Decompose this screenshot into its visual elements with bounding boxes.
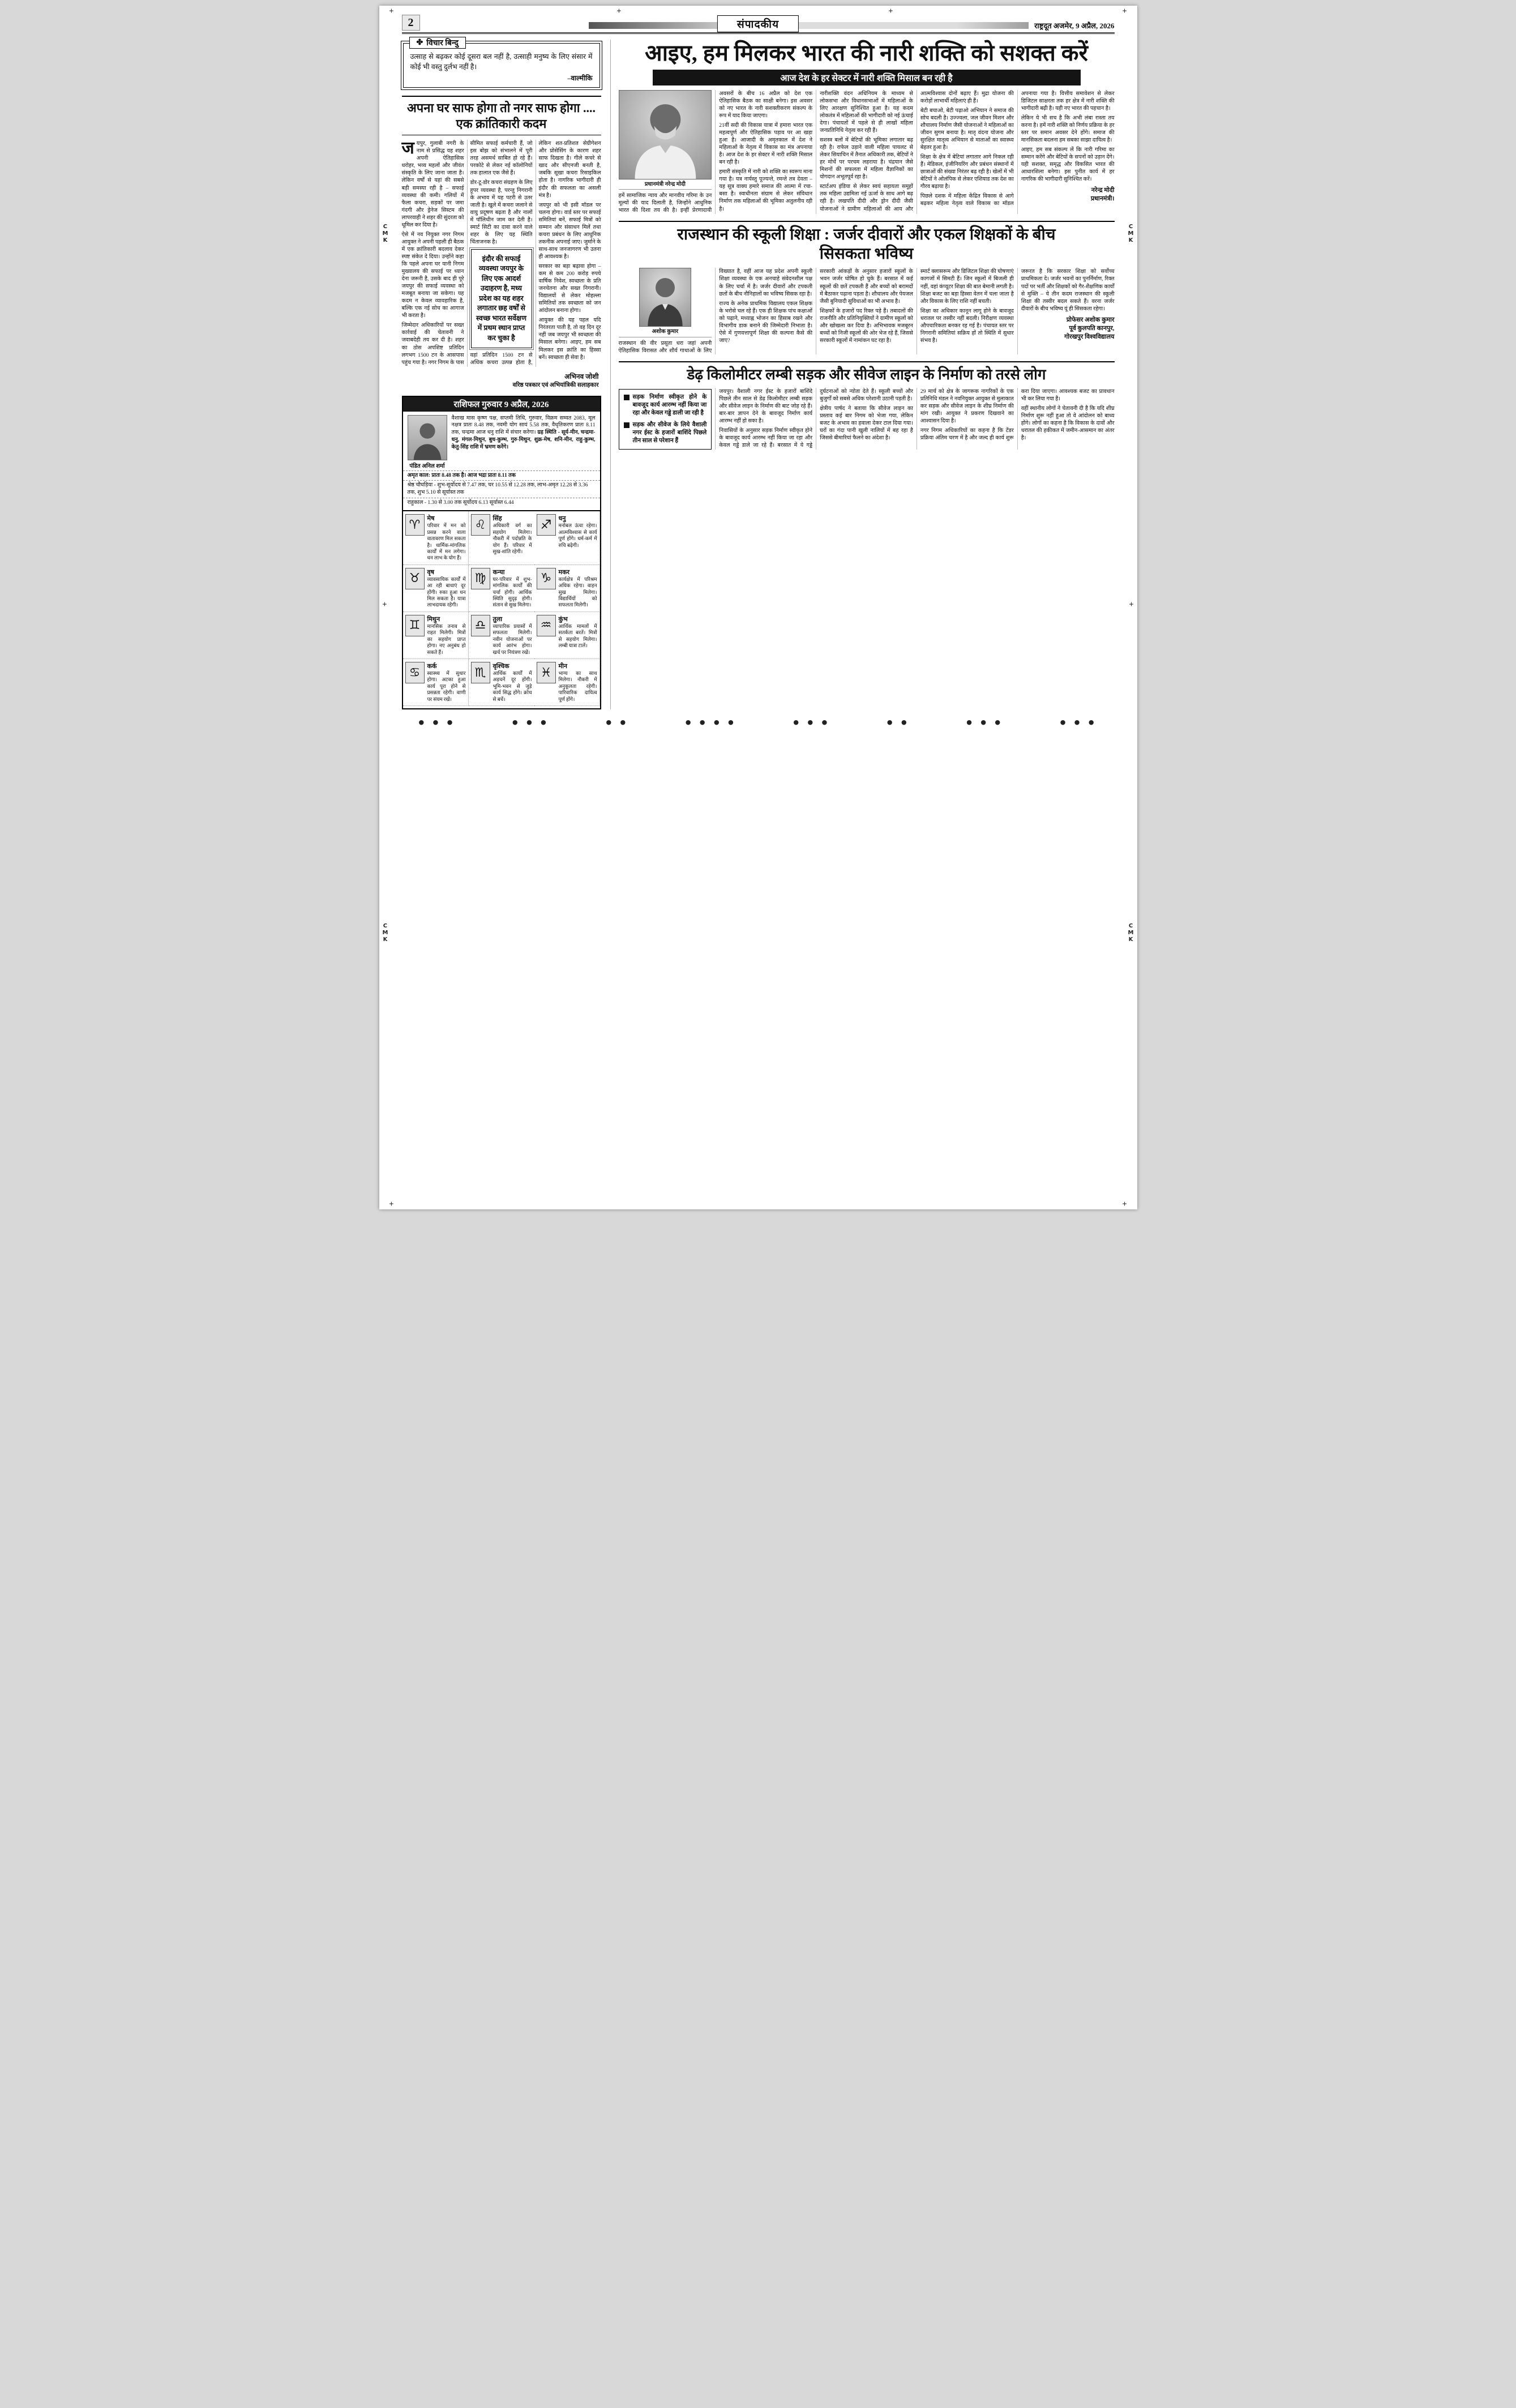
main-headline: आइए, हम मिलकर भारत की नारी शक्ति को सशक्त करें: [645, 40, 1088, 66]
masthead: [402, 15, 1115, 34]
dot-group: ● ● ●: [418, 718, 456, 726]
left-article-body: [402, 140, 601, 366]
zodiac-prediction: आर्थिक कार्यों में अड़चनें दूर होंगी। भूमि-भवन से जुड़े कार्य सिद्ध होंगे। क्रोध से बचें।: [493, 670, 532, 702]
zodiac-cell: [403, 659, 469, 706]
byline-name: अभिनव जोशी: [564, 372, 599, 380]
main-column: [610, 40, 1115, 709]
zodiac-prediction: अधिकारी वर्ग का सहयोग मिलेगा। नौकरी में पदोन्नति के योग हैं। परिवार में सुख-शांति रहेगी।: [493, 523, 532, 554]
zodiac-sign-icon: ♋: [405, 662, 425, 683]
article-paragraph: जयपुर, गुलाबी नगरी के नाम से प्रसिद्ध यह शहर अपनी ऐतिहासिक धरोहर, भव्य महलों और जीवंत संस्कृति के लिए जाना जाता है। लेकिन वर्षों से यहां की सबसे बड़ी समस्या रही है – सफाई व्यवस्था की कमी। गलियों में फैला कचरा, सड़कों पर जमा गंदगी और ड्रेनेज सिस्टम की लापरवाही ने शहर की सुंदरता को धूमिल कर दिया है।: [401, 139, 464, 228]
road-article-headline: डेढ़ किलोमीटर लम्बी सड़क और सीवेज लाइन के निर्माण को तरसे लोग: [687, 366, 1046, 383]
astrologer-photo: [408, 415, 447, 460]
zodiac-prediction: परिवार में मन को प्रसन्न करने वाला वातावरण मिल सकता है। धार्मिक-मांगलिक कार्यों में मन लगेगा। धन लाभ के योग हैं।: [427, 523, 466, 561]
grah-sthiti: ग्रह स्थिति - सूर्य-मीन, चन्द्रमा-धनु, मंगल-मिथुन, बुध-कुम्भ, गुरु-मिथुन, शुक्र-मेष, शनि-मीन, राहु-कुम्भ, केतु-सिंह राशि में भ्रमण करेंगे।: [451, 429, 596, 451]
signature-role: गोरखपुर विश्वविद्यालय: [1064, 333, 1115, 340]
panchang-text: वैशाख मास कृष्ण पक्ष, सप्तमी तिथि, गुरुवार, विक्रम सम्वत 2083, मूल नक्षत्र प्रातः 8.48 तक, नवमी योग सायं 5.58 तक, वैधृतिकरण प्रातः 8.11 तक, चन्द्रमा आज धनु राशि में संचार करेगा। ग्रह स्थिति - सूर्य-मीन, चन्द्रमा-धनु, मंगल-मिथुन, बुध-कुम्भ, गुरु-मिथुन, शुक्र-मेष, शनि-मीन, राहु-कुम्भ, केतु-सिंह राशि में भ्रमण करेंगे।: [451, 414, 596, 451]
article-paragraph: डोर-टू-डोर कचरा संग्रहण के लिए हूपर व्यवस्था है, परन्तु निगरानी के अभाव में यह पटरी से उतर जाती है। खुले में कचरा जलाने से वायु प्रदूषण बढ़ता है और नालों में पॉलिथीन जाम कर देती है। स्मार्ट सिटी का दावा करने वाले शहर के लिए यह स्थिति चिंताजनक है।: [470, 179, 533, 245]
article-paragraph: स्मार्ट क्लासरूम और डिजिटल शिक्षा की घोषणाएं कागजों में सिमटी हैं। जिन स्कूलों में बिजली ही नहीं, वहां कंप्यूटर शिक्षा की बात बेमानी लगती है। शिक्षा बजट का बड़ा हिस्सा वेतन में चला जाता है और विकास के लिए राशि नहीं बचती।: [920, 268, 1014, 305]
zodiac-sign-name: कन्या: [493, 568, 505, 576]
nari-shakti-article: [619, 40, 1115, 214]
signature: [1021, 316, 1115, 341]
paragraph-list: [719, 388, 1114, 450]
pm-photo-figure: [619, 90, 712, 190]
dot-group: ● ● ●: [512, 718, 550, 726]
zodiac-sign-icon: ♐: [537, 514, 556, 536]
cmk-registration-mark: C M K: [1128, 923, 1134, 943]
zodiac-cell: [469, 612, 534, 659]
crop-mark: +: [1122, 1200, 1127, 1208]
article-paragraph: नगर निगम अधिकारियों का कहना है कि टेंडर प्रक्रिया अंतिम चरण में है और जल्द ही कार्य शुरू करा दिया जाएगा। आवश्यक बजट का प्रावधान भी कर लिया गया है।: [920, 388, 1115, 442]
rahukaal-line: राहुकाल - 1.30 से 3.00 तक सूर्योदय 6.13 सूर्यास्त 6.44: [403, 498, 600, 508]
school-article-headline: राजस्थान की स्कूली शिक्षा : जर्जर दीवारों और एकल शिक्षकों के बीच सिसकता भविष्य: [677, 226, 1056, 263]
article-paragraph: जयपुर। वैशाली नगर ईस्ट के हजारों बाशिंदे पिछले तीन साल से डेढ़ किलोमीटर लम्बी सड़क और सीवेज लाइन के निर्माण की बाट जोह रहे हैं। बार-बार ज्ञापन देने के बावजूद निर्माण कार्य आरम्भ नहीं हो सका है।: [719, 388, 813, 425]
zodiac-prediction: भाग्य का साथ मिलेगा। नौकरी में अनुकूलता रहेगी। पारिवारिक दायित्व पूर्ण होंगे।: [558, 670, 597, 702]
article-paragraph: वहीं स्थानीय लोगों ने चेतावनी दी है कि यदि शीघ्र निर्माण शुरू नहीं हुआ तो वे आंदोलन को बाध्य होंगे। लोगों का कहना है कि विकास के दावों और धरातल की हकीकत में जमीन-आसमान का अंतर है।: [1021, 405, 1115, 442]
zodiac-sign-name: मीन: [558, 663, 568, 670]
zodiac-sign-name: धनु: [558, 515, 566, 523]
zodiac-prediction: मनोबल ऊंचा रहेगा। आत्मविश्वास से कार्य पूर्ण होंगे। धर्म-कर्म में रुचि बढ़ेगी।: [558, 523, 597, 548]
zodiac-sign-icon: ♈: [405, 514, 425, 536]
highlight-bullets-box: [619, 389, 712, 450]
page-content: [402, 40, 1115, 709]
horoscope-title: राशिफल गुरुवार 9 अप्रैल, 2026: [403, 397, 600, 412]
vichar-bindu-header: [409, 37, 466, 49]
zodiac-sign-icon: ♒: [537, 615, 556, 636]
section-title: संपादकीय: [717, 15, 799, 32]
portrait-silhouette-icon: [408, 416, 447, 460]
pull-quote: इंदौर की सफाई व्यवस्था जयपुर के लिए एक आदर्श उदाहरण है, मध्य प्रदेश का यह शहर लगातार छह वर्षों से स्वच्छ भारत सर्वेक्षण में प्रथम स्थान प्राप्त कर चुका है: [471, 249, 532, 349]
article-paragraph: लेकिन ये भी सच है कि अभी लंबा रास्ता तय करना है। हमें नारी शक्ति को निर्णय प्रक्रिया के हर स्तर पर समान अवसर देने होंगे। समाज की मानसिकता बदलना हम सबका साझा दायित्व है।: [1021, 114, 1115, 144]
article-paragraph: 29 मार्च को क्षेत्र के जागरूक नागरिकों के एक प्रतिनिधि मंडल ने नवनियुक्त आयुक्त से मुलाकात कर सड़क और सीवेज लाइन के शीघ्र निर्माण की मांग रखी। आयुक्त ने प्रकरण दिखवाने का आश्वासन दिया है।: [920, 388, 1014, 425]
cmk-registration-mark: C M K: [382, 923, 388, 943]
zodiac-sign-icon: ♌: [471, 514, 490, 536]
zodiac-sign-name: मकर: [558, 568, 570, 576]
article-paragraph: ऐसे में नव नियुक्त नगर निगम आयुक्त ने अपनी पहली ही बैठक में एक क्रांतिकारी बदलाव देकर स्पष्ट संकेत दे दिया। उन्होंने कहा कि पहले अपना घर यानी निगम मुख्यालय की सफाई पर ध्यान देना जरूरी है, उसके बाद ही पूरे जयपुर की सफाई व्यवस्था को मजबूत बनाया जा सकेगा। यह कदम न केवल व्यावहारिक है, बल्कि एक नई सोच का आगाज भी करता है।: [401, 231, 464, 319]
crop-mark: +: [888, 7, 893, 15]
article-paragraph: शिक्षकों के हजारों पद रिक्त पड़े हैं। तबादलों की राजनीति और प्रतिनियुक्तियों ने ग्रामीण स्कूलों को और खोखला कर दिया है। अभिभावक मजबूरन बच्चों को निजी स्कूलों की ओर भेज रहे हैं, जिससे सरकारी स्कूलों में नामांकन घट रहा है।: [820, 307, 913, 344]
bullet-text: सड़क और सीवेज के लिये वैशाली नगर ईस्ट के हजारों बाशिंदे पिछले तीन साल से परेशान हैं: [632, 421, 707, 444]
highlight-bullet: [624, 394, 707, 418]
article-paragraph: सशस्त्र बलों में बेटियों की भूमिका लगातार बढ़ रही है। राफेल उड़ाने वाली महिला पायलट से लेकर सियाचिन में तैनात अधिकारी तक, बेटियों ने हर मोर्चे पर परचम लहराया है। चंद्रयान जैसे मिशनों की सफलता में महिला वैज्ञानिकों का योगदान अभूतपूर्व रहा है।: [820, 137, 913, 181]
main-subtitle-bar: आज देश के हर सेक्टर में नारी शक्ति मिसाल बन रही है: [653, 70, 1081, 85]
dot-group: ● ● ●: [793, 718, 831, 726]
article-paragraph: हमें सामाजिक न्याय और मानवीय गरिमा के उन मूल्यों की याद दिलाती है, जिन्होंने आधुनिक भारत की दिशा तय की है। इन्हीं प्रेरणादायी अवसरों के बीच 16 अप्रैल को देश एक ऐतिहासिक बैठक का साक्षी बनेगा। इस अवसर को नए भारत के नारी सशक्तीकरण संकल्प के रूप में याद किया जाएगा।: [618, 90, 813, 214]
zodiac-sign-name: कर्क: [427, 663, 437, 670]
article-paragraph: सरकारी आंकड़ों के अनुसार हजारों स्कूलों के भवन जर्जर घोषित हो चुके हैं। बरसात में कई स्कूलों की छतें टपकती हैं और बच्चों को बरामदों में बैठाकर पढ़ाना पड़ता है। शौचालय और पेयजल जैसी बुनियादी सुविधाओं का भी अभाव है।: [820, 268, 913, 305]
crop-mark: +: [389, 1200, 394, 1208]
zodiac-sign-name: वृष: [427, 568, 434, 576]
astrologer: [408, 415, 447, 469]
author-photo-caption: अशोक कुमार: [619, 327, 712, 337]
main-article-body: [619, 90, 1115, 214]
pm-photo-caption: प्रधानमंत्री नरेन्द्र मोदी: [619, 179, 712, 190]
crop-mark: +: [382, 600, 387, 609]
crop-mark: +: [389, 7, 394, 15]
highlight-bullet: [624, 421, 707, 446]
zodiac-sign-name: मिथुन: [427, 615, 440, 623]
cmk-registration-mark: C M K: [1128, 224, 1134, 243]
article-paragraph: आयुक्त की यह पहल यदि निरंतरता पाती है, तो वह दिन दूर नहीं जब जयपुर भी स्वच्छता की मिसाल बनेगा। आइए, हम सब मिलकर इस क्रांति का हिस्सा बनें। स्वच्छता ही सेवा है।: [538, 317, 601, 361]
bullet-square-icon: [624, 395, 629, 400]
newspaper-page: [379, 6, 1137, 1209]
zodiac-sign-name: मेष: [427, 515, 435, 523]
zodiac-grid: [403, 510, 600, 706]
zodiac-cell: [469, 659, 534, 706]
zodiac-sign-name: कुंभ: [558, 615, 568, 623]
school-article-body: [619, 268, 1115, 354]
zodiac-prediction: व्यापारिक प्रयासों में सफलता मिलेगी। नवीन योजनाओं पर कार्य आरंभ होगा। खर्च पर नियंत्रण रखें।: [493, 623, 532, 655]
left-article-byline: [404, 371, 599, 389]
article-paragraph: निवासियों के अनुसार सड़क निर्माण स्वीकृत होने के बावजूद कार्य आरम्भ नहीं किया जा रहा और केवल गड्डे डाले जा रहे हैं। बरसात में ये गड्डे दुर्घटनाओं को न्योता देते हैं। स्कूली बच्चों और बुजुर्गों को सबसे अधिक परेशानी उठानी पड़ती है।: [719, 388, 913, 449]
ashok-kumar-photo: [639, 268, 691, 327]
zodiac-prediction: मानसिक तनाव से राहत मिलेगी। मित्रों का सहयोग प्राप्त होगा। नए अनुबंध हो सकते हैं।: [427, 623, 466, 655]
crop-mark: +: [616, 7, 622, 15]
quote-text: उत्साह से बढ़कर कोई दूसरा बल नहीं है, उत्साही मनुष्य के लिए संसार में कोई भी वस्तु दुर्लभ नहीं है।: [410, 53, 593, 71]
zodiac-prediction: घर-परिवार में शुभ-मांगलिक कार्यों की चर्चा होगी। आर्थिक स्थिति सुदृढ़ होगी। संतान से सुख मिलेगा।: [493, 576, 532, 608]
zodiac-sign-icon: ♉: [405, 568, 425, 589]
article-paragraph: जिम्मेदार अधिकारियों पर सख्त कार्रवाई की चेतावनी ने जवाबदेही तय कर दी है। शहर का ठोस अपशिष्ट प्रतिदिन लगभग 1500 टन के आसपास पहुंच गया है। नगर निगम के पास सीमित सफाई कर्मचारी हैं, जो इस बोझ को संभालने में पूरी तरह असमर्थ साबित हो रहे हैं। परकोटे से लेकर नई कॉलोनियों तक हालात एक जैसे हैं।: [401, 140, 533, 366]
zodiac-cell: [469, 511, 534, 565]
article-paragraph: पिछले दशक में महिला केंद्रित विकास से आगे बढ़कर महिला नेतृत्व वाले विकास का मॉडल अपनाया गया है। वित्तीय समावेशन से लेकर डिजिटल साक्षरता तक हर क्षेत्र में नारी शक्ति की भागीदारी बढ़ी है। यही नए भारत की पहचान है।: [920, 90, 1115, 207]
portrait-silhouette-icon: [640, 268, 691, 326]
zodiac-cell: [469, 565, 534, 612]
dot-group: ● ●: [887, 718, 910, 726]
horoscope-top: [403, 412, 600, 471]
zodiac-cell: [534, 612, 600, 659]
zodiac-sign-icon: ♍: [471, 568, 490, 589]
zodiac-sign-icon: ♓: [537, 662, 556, 683]
article-paragraph: स्टार्टअप इंडिया से लेकर स्वयं सहायता समूहों तक महिला उद्यमिता नई ऊर्जा के साथ आगे बढ़ रही है। लखपति दीदी और ड्रोन दीदी जैसी योजनाओं ने ग्रामीण महिलाओं की आय और आत्मविश्वास दोनों बढ़ाए हैं। मुद्रा योजना की करोड़ों लाभार्थी महिलाएं ही हैं।: [820, 90, 1014, 212]
zodiac-cell: [403, 612, 469, 659]
zodiac-sign-name: वृश्चिक: [493, 663, 509, 670]
zodiac-prediction: आर्थिक मामलों में सतर्कता बरतें। मित्रों से सहयोग मिलेगा। लम्बी यात्रा टालें।: [558, 623, 597, 649]
bullet-text: सड़क निर्माण स्वीकृत होने के बावजूद कार्य आरम्भ नहीं किया जा रहा और केवल गड्डे डाली जा रही है: [632, 394, 707, 417]
byline-role: वरिष्ठ पत्रकार एवं अभियांत्रिकी सलाहकार: [512, 382, 599, 388]
article-paragraph: शिक्षा का अधिकार कानून लागू होने के बावजूद धरातल पर तस्वीर नहीं बदली। निरीक्षण व्यवस्था औपचारिकता बनकर रह गई है। पंचायत स्तर पर निगरानी समितियां सक्रिय हों तो स्थिति में सुधार संभव है।: [920, 307, 1014, 344]
school-education-article: [619, 221, 1115, 354]
article-paragraph: सरकार का बड़ा बढ़ावा होगा – कम से कम 200 करोड़ रुपये वार्षिक निवेश, स्वच्छता के प्रति जनचेतना और सख्त निगरानी। विद्यालयों से लेकर मोहल्ला समितियों तक स्वच्छता को जन आंदोलन बनाना होगा।: [538, 263, 601, 314]
article-paragraph: राजस्थान की वीर प्रसूता धरा जहां अपनी ऐतिहासिक विरासत और शौर्य गाथाओं के लिए विख्यात है, वहीं आज यह प्रदेश अपनी स्कूली शिक्षा व्यवस्था के एक अनचाहे संवेदनशील पक्ष के लिए चर्चा में है। जर्जर दीवारों और टपकती छतों के बीच नौनिहालों का भविष्य सिसक रहा है।: [618, 268, 813, 354]
signature-name: प्रोफेसर अशोक कुमार: [1066, 316, 1115, 323]
page-number: 2: [402, 15, 420, 31]
article-paragraph: हमारी संस्कृति में नारी को शक्ति का स्वरूप माना गया है। यत्र नार्यस्तु पूज्यन्ते, रमन्ते तत्र देवता – यह सूत्र वाक्य हमारे समाज की आत्मा में रचा-बसा है। स्वाधीनता संग्राम से लेकर संविधान निर्माण तक महिलाओं की भूमिका अतुलनीय रही है।: [719, 169, 813, 212]
quote-author: –वाल्मीकि: [567, 74, 593, 83]
article-paragraph: जरूरत है कि सरकार शिक्षा को सर्वोच्च प्राथमिकता दे। जर्जर भवनों का पुनर्निर्माण, रिक्त पदों पर भर्ती और शिक्षकों को गैर-शैक्षणिक कार्यों से मुक्ति – ये तीन कदम राजस्थान की स्कूली शिक्षा की तस्वीर बदल सकते हैं। वरना जर्जर दीवारों के बीच भविष्य यूं ही सिसकता रहेगा।: [1021, 268, 1115, 312]
left-article-headline: अपना घर साफ होगा तो नगर साफ होगा .... एक क्रांतिकारी कदम: [402, 96, 601, 135]
zodiac-prediction: कार्यक्षेत्र में परिश्रम अधिक रहेगा। वाहन सुख मिलेगा। विद्यार्थियों को सफलता मिलेगी।: [558, 576, 597, 608]
left-column: [402, 40, 601, 709]
cmk-registration-mark: C M K: [382, 224, 388, 243]
ornament-icon: ✤: [416, 39, 423, 47]
portrait-silhouette-icon: [619, 91, 712, 179]
zodiac-cell: [534, 565, 600, 612]
zodiac-prediction: व्यावसायिक कार्यों में आ रही बाधाएं दूर होंगी। रुका हुआ धन मिल सकता है। यात्रा लाभदायक रहेगी।: [427, 576, 466, 608]
zodiac-cell: [403, 565, 469, 612]
zodiac-sign-name: सिंह: [493, 515, 502, 523]
crop-mark: +: [1129, 600, 1134, 609]
article-paragraph: 21वीं सदी की विकास यात्रा में हमारा भारत एक महत्वपूर्ण और ऐतिहासिक पड़ाव पर आ खड़ा हुआ है। आजादी के अमृतकाल में देश ने महिलाओं के नेतृत्व में विकास का मंत्र अपनाया है। आज देश के हर सेक्टर में नारी शक्ति मिसाल बन रही है।: [719, 122, 813, 166]
edition-date: राष्ट्रदूत अजमेर, 9 अप्रैल, 2026: [1029, 20, 1114, 31]
article-paragraph: आइए, हम सब संकल्प लें कि नारी गरिमा का सम्मान करेंगे और बेटियों के सपनों को उड़ान देंगे। यही सशक्त, समृद्ध और विकसित भारत की आधारशिला बनेगा। इस पुनीत कार्य में हर नागरिक की भागीदारी सुनिश्चित करें।: [1021, 147, 1115, 183]
astrologer-name: पंडित अनिल शर्मा: [409, 463, 445, 469]
dot-group: ● ●: [606, 718, 629, 726]
dropcap: ज: [401, 139, 414, 158]
vichar-bindu-box: [403, 39, 600, 88]
dot-group: ● ● ● ●: [685, 718, 737, 726]
pm-modi-photo: [619, 90, 712, 179]
crop-mark: +: [1122, 7, 1127, 15]
zodiac-cell: [534, 659, 600, 706]
signature-role: पूर्व कुलपति कानपुर,: [1069, 324, 1115, 332]
road-article-body: [619, 388, 1115, 450]
amrit-kaal-line: अमृत काल: प्रातः 8.48 तक है। आज भद्रा प्रातः 8.11 तक: [403, 471, 600, 481]
author-photo-figure: [619, 268, 712, 337]
zodiac-cell: [534, 511, 600, 565]
article-paragraph: बेटी बचाओ, बेटी पढ़ाओ अभियान ने समाज की सोच बदली है। उज्ज्वला, जल जीवन मिशन और शौचालय निर्माण जैसी योजनाओं ने महिलाओं का जीवन सुगम बनाया है। मातृ वंदना योजना और सुरक्षित मातृत्व अभियान से माताओं का स्वास्थ्य बेहतर हुआ है।: [920, 107, 1014, 151]
zodiac-sign-name: तुला: [493, 615, 503, 623]
signature-role: प्रधानमंत्री।: [1090, 195, 1115, 203]
bullet-square-icon: [624, 422, 629, 428]
road-sewage-article: [619, 361, 1115, 450]
zodiac-sign-icon: ♏: [471, 662, 490, 683]
article-paragraph: वहां प्रतिदिन 1500 टन से अधिक कचरा उत्पन्न होता है, लेकिन शत-प्रतिशत सेग्रीगेशन और प्रोसेसिंग के कारण शहर साफ दिखता है। गीले कचरे से खाद और सीएनजी बनती है, जबकि सूखा कचरा रिसाइकिल होता है। नागरिक भागीदारी ही इंदौर की सफलता का असली मंत्र है।: [470, 140, 601, 366]
article-paragraph: क्षेत्रीय पार्षद ने बताया कि सीवेज लाइन का प्रस्ताव कई बार निगम को भेजा गया, लेकिन बजट के अभाव का हवाला देकर टाल दिया गया। घरों का गंदा पानी खुली नालियों में बह रहा है जिससे बीमारियां फैलने का अंदेशा है।: [820, 405, 913, 442]
article-paragraph: नारीशक्ति वंदन अधिनियम के माध्यम से लोकसभा और विधानसभाओं में महिलाओं के लिए आरक्षण सुनिश्चित हुआ है। यह कदम लोकतंत्र में महिलाओं की भागीदारी को नई ऊंचाई देगा। पंचायतों में पहले से ही लाखों महिला जनप्रतिनिधि नेतृत्व कर रही हैं।: [820, 90, 913, 134]
zodiac-prediction: स्वास्थ्य में सुधार होगा। अटका हुआ कार्य पूरा होने से प्रसन्नता रहेगी। वाणी पर संयम रखें।: [427, 670, 466, 702]
zodiac-sign-icon: ♊: [405, 615, 425, 636]
registration-dots-row: [402, 718, 1115, 726]
vichar-bindu-title: विचार बिन्दु: [426, 39, 459, 48]
zodiac-sign-icon: ♑: [537, 568, 556, 589]
horoscope-box: [402, 396, 601, 710]
zodiac-cell: [403, 511, 469, 565]
article-paragraph: राज्य के अनेक प्राथमिक विद्यालय एकल शिक्षक के भरोसे चल रहे हैं। एक ही शिक्षक पांच कक्षाओं को पढ़ाने, मध्याह्न भोजन का हिसाब रखने और विभागीय डाक बनाने की जिम्मेदारी निभाता है। ऐसे में गुणवत्तापूर्ण शिक्षा की कल्पना कैसे की जाए?: [719, 300, 813, 344]
chaughadiya-line: श्रेष्ठ चौघड़िया - शुभ-सूर्योदय से 7.47 तक, चर 10.55 से 12.28 तक, लाभ-अमृत 12.28 से 3.36 तक, शुभ 5.10 से सूर्यास्त तक: [403, 480, 600, 498]
dot-group: ● ● ●: [966, 718, 1004, 726]
signature-name: नरेन्द्र मोदी: [1091, 187, 1115, 194]
article-paragraph: शिक्षा के क्षेत्र में बेटियां लगातार आगे निकल रही हैं। मेडिकल, इंजीनियरिंग और प्रबंधन संस्थानों में छात्राओं की संख्या निरंतर बढ़ रही है। खेलों में भी बेटियों ने ओलंपिक से लेकर एशियाड तक देश का गौरव बढ़ाया है।: [920, 154, 1014, 190]
article-paragraph: जयपुर को भी इसी मॉडल पर चलना होगा। वार्ड स्तर पर सफाई समितियां बनें, सफाई मित्रों को सम्मान और संसाधन मिलें तथा कचरा प्रबंधन के लिए आधुनिक तकनीक अपनाई जाए। जुर्माने के साथ-साथ जनजागरण भी उतना ही आवश्यक है।: [538, 202, 601, 260]
signature: [1021, 186, 1115, 203]
zodiac-sign-icon: ♎: [471, 615, 490, 636]
dot-group: ● ● ●: [1060, 718, 1098, 726]
